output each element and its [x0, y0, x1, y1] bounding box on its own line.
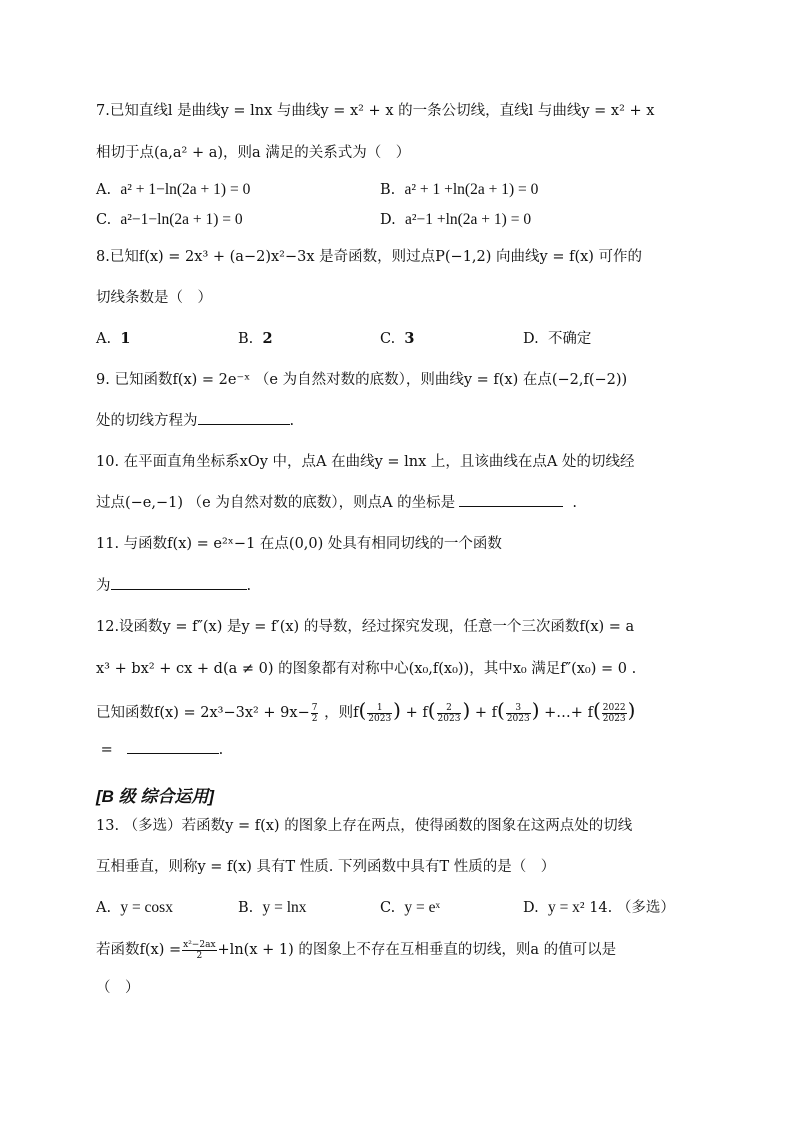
q13-option-d: D. y = x² 14. （多选） — [523, 899, 675, 916]
q13-option-c: C. y = eˣ — [380, 899, 441, 916]
q13-option-a: A. y = cosx — [96, 899, 173, 916]
q10-line1: 10. 在平面直角坐标系xOy 中，点A 在曲线y = lnx 上，且该曲线在点A 处的切线经 — [96, 454, 635, 470]
q12-answer-blank[interactable] — [127, 738, 219, 754]
q7-line2: 相切于点(a,a² + a)，则a 满足的关系式为（ ） — [96, 145, 411, 161]
q14-line1: 若函数f(x) = $\frac{\text{x²−2ax}}{2}$ +ln(x + 1) 的图象上不存在互相垂直的切线，则a 的值可以是 — [96, 939, 617, 961]
q8-option-a: A. 1 — [96, 330, 131, 347]
section-heading: [B 级 综合运用] — [96, 787, 215, 806]
q8-option-b: B. 2 — [238, 330, 273, 347]
q10-answer-blank[interactable] — [459, 491, 563, 507]
q11-line1: 11. 与函数f(x) = e²ˣ−1 在点(0,0) 处具有相同切线的一个函数 — [96, 536, 502, 552]
q7-line1: 7.已知直线l 是曲线y = lnx 与曲线y = x² + x 的一条公切线，直线l 与曲线y = x² + x — [96, 103, 655, 119]
fraction-2022: $\frac{2022}{2023}$ — [602, 702, 626, 724]
q11-line2: 为 . — [96, 574, 704, 598]
q7-option-a: A. a² + 1−ln(2a + 1) = 0 — [96, 181, 251, 198]
q14-line2: （ ） — [96, 980, 140, 996]
fraction-3: $\frac{3}{2023}$ — [506, 702, 530, 724]
fraction-2: $\frac{2}{2023}$ — [437, 702, 461, 724]
q13-option-b: B. y = lnx — [238, 899, 307, 916]
q11-answer-blank[interactable] — [111, 574, 247, 590]
q9-answer-blank[interactable] — [198, 409, 290, 425]
seven-halves-fraction: $\frac{7}{2}$ — [311, 702, 318, 724]
q13-line2: 互相垂直，则称y = f(x) 具有T 性质. 下列函数中具有T 性质的是（ ） — [96, 859, 556, 875]
q12-line4: = . — [96, 738, 704, 762]
q8-option-d: D. 不确定 — [523, 331, 592, 347]
q9-line1: 9. 已知函数f(x) = 2e⁻ˣ （e 为自然对数的底数），则曲线y = f(x) 在点(−2,f(−2)) — [96, 372, 628, 388]
q8-option-c: C. 3 — [380, 330, 415, 347]
q9-line2: 处的切线方程为 . — [96, 409, 704, 433]
q13-line1: 13. （多选）若函数y = f(x) 的图象上存在两点，使得函数的图象在这两点处的切线 — [96, 818, 633, 834]
q8-line1: 8.已知f(x) = 2x³ + (a−2)x²−3x 是奇函数，则过点P(−1,2) 向曲线y = f(x) 可作的 — [96, 249, 643, 265]
q7-option-c: C. a²−1−ln(2a + 1) = 0 — [96, 211, 243, 228]
q7-option-b: B. a² + 1 +ln(2a + 1) = 0 — [380, 181, 539, 198]
q8-line2: 切线条数是（ ） — [96, 290, 212, 306]
q10-line2: 过点(−e,−1) （e 为自然对数的底数），则点A 的坐标是 . — [96, 491, 704, 515]
q12-line1: 12.设函数y = f″(x) 是y = f′(x) 的导数，经过探究发现，任意一个三次函数f(x) = a — [96, 619, 635, 635]
fraction-1: $\frac{1}{2023}$ — [368, 702, 392, 724]
q12-line3: 已知函数f(x) = 2x³−3x² + 9x− $\frac{7}{2}$ ，则f( $\frac{1}{2023}$ ) + f( $\frac{2}{2023}$ ) + f( $\frac{3}{2023}$ ) +…+ f( $\frac{2022}{2023}$ ) — [96, 698, 636, 724]
q14-fraction: $\frac{\text{x²−2ax}}{2}$ — [183, 939, 216, 961]
q7-option-d: D. a²−1 +ln(2a + 1) = 0 — [380, 211, 532, 228]
q12-line2: x³ + bx² + cx + d(a ≠ 0) 的图象都有对称中心(x₀,f(x₀))，其中x₀ 满足f″(x₀) = 0 . — [96, 661, 637, 677]
